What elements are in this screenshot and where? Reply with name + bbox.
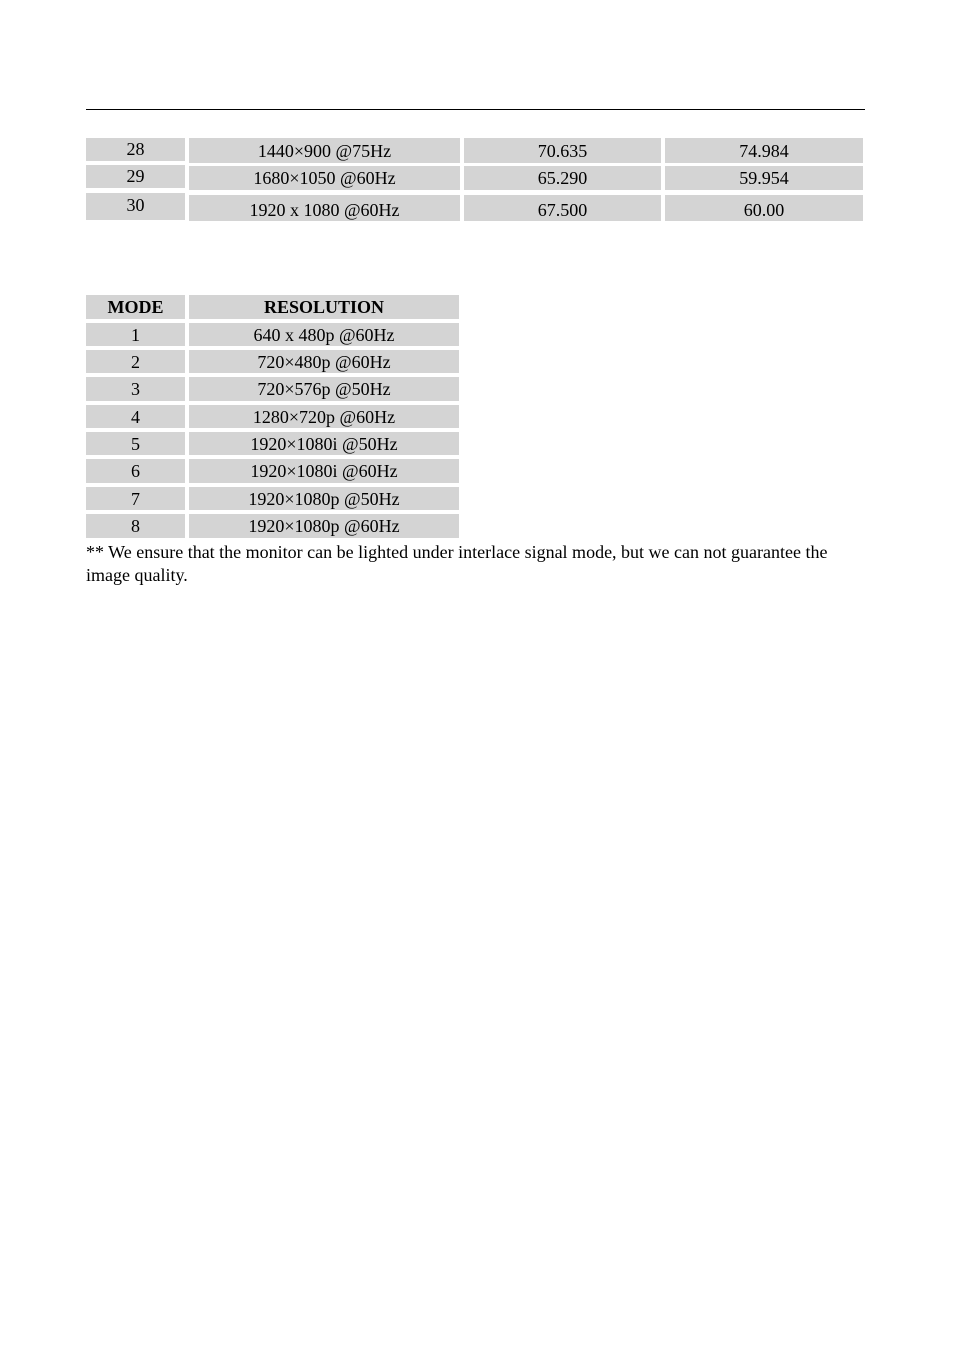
column-header-resolution: RESOLUTION <box>189 295 459 319</box>
resolution-cell: 1920×1080p @60Hz <box>189 514 459 538</box>
mode-cell: 4 <box>86 405 185 428</box>
timing-cell-resolution: 1680×1050 @60Hz <box>189 166 460 190</box>
mode-cell: 7 <box>86 487 185 510</box>
timing-cell-h-freq: 65.290 <box>464 166 661 190</box>
mode-cell: 6 <box>86 459 185 483</box>
resolution-cell: 640 x 480p @60Hz <box>189 323 459 346</box>
timing-cell-v-freq: 59.954 <box>665 166 863 190</box>
timing-cell-mode: 28 <box>86 138 185 161</box>
interlace-note: ** We ensure that the monitor can be lighted under interlace signal mode, but we can not guarantee the image quality. <box>86 542 828 585</box>
resolution-cell: 1920×1080i @60Hz <box>189 459 459 483</box>
resolution-cell: 1280×720p @60Hz <box>189 405 459 428</box>
header-rule <box>86 109 865 110</box>
timing-cell-resolution: 1440×900 @75Hz <box>189 138 460 163</box>
timing-cell-mode: 30 <box>86 193 185 220</box>
timing-cell-h-freq: 67.500 <box>464 195 661 221</box>
timing-cell-resolution: 1920 x 1080 @60Hz <box>189 195 460 221</box>
resolution-cell: 720×576p @50Hz <box>189 377 459 401</box>
timing-cell-v-freq: 74.984 <box>665 138 863 163</box>
column-header-mode: MODE <box>86 295 185 319</box>
mode-cell: 3 <box>86 377 185 401</box>
resolution-cell: 720×480p @60Hz <box>189 350 459 373</box>
resolution-cell: 1920×1080i @50Hz <box>189 432 459 455</box>
timing-cell-h-freq: 70.635 <box>464 138 661 163</box>
mode-cell: 5 <box>86 432 185 455</box>
timing-cell-v-freq: 60.00 <box>665 195 863 221</box>
timing-cell-mode: 29 <box>86 165 185 188</box>
mode-cell: 2 <box>86 350 185 373</box>
mode-cell: 8 <box>86 514 185 538</box>
resolution-cell: 1920×1080p @50Hz <box>189 487 459 510</box>
mode-cell: 1 <box>86 323 185 346</box>
